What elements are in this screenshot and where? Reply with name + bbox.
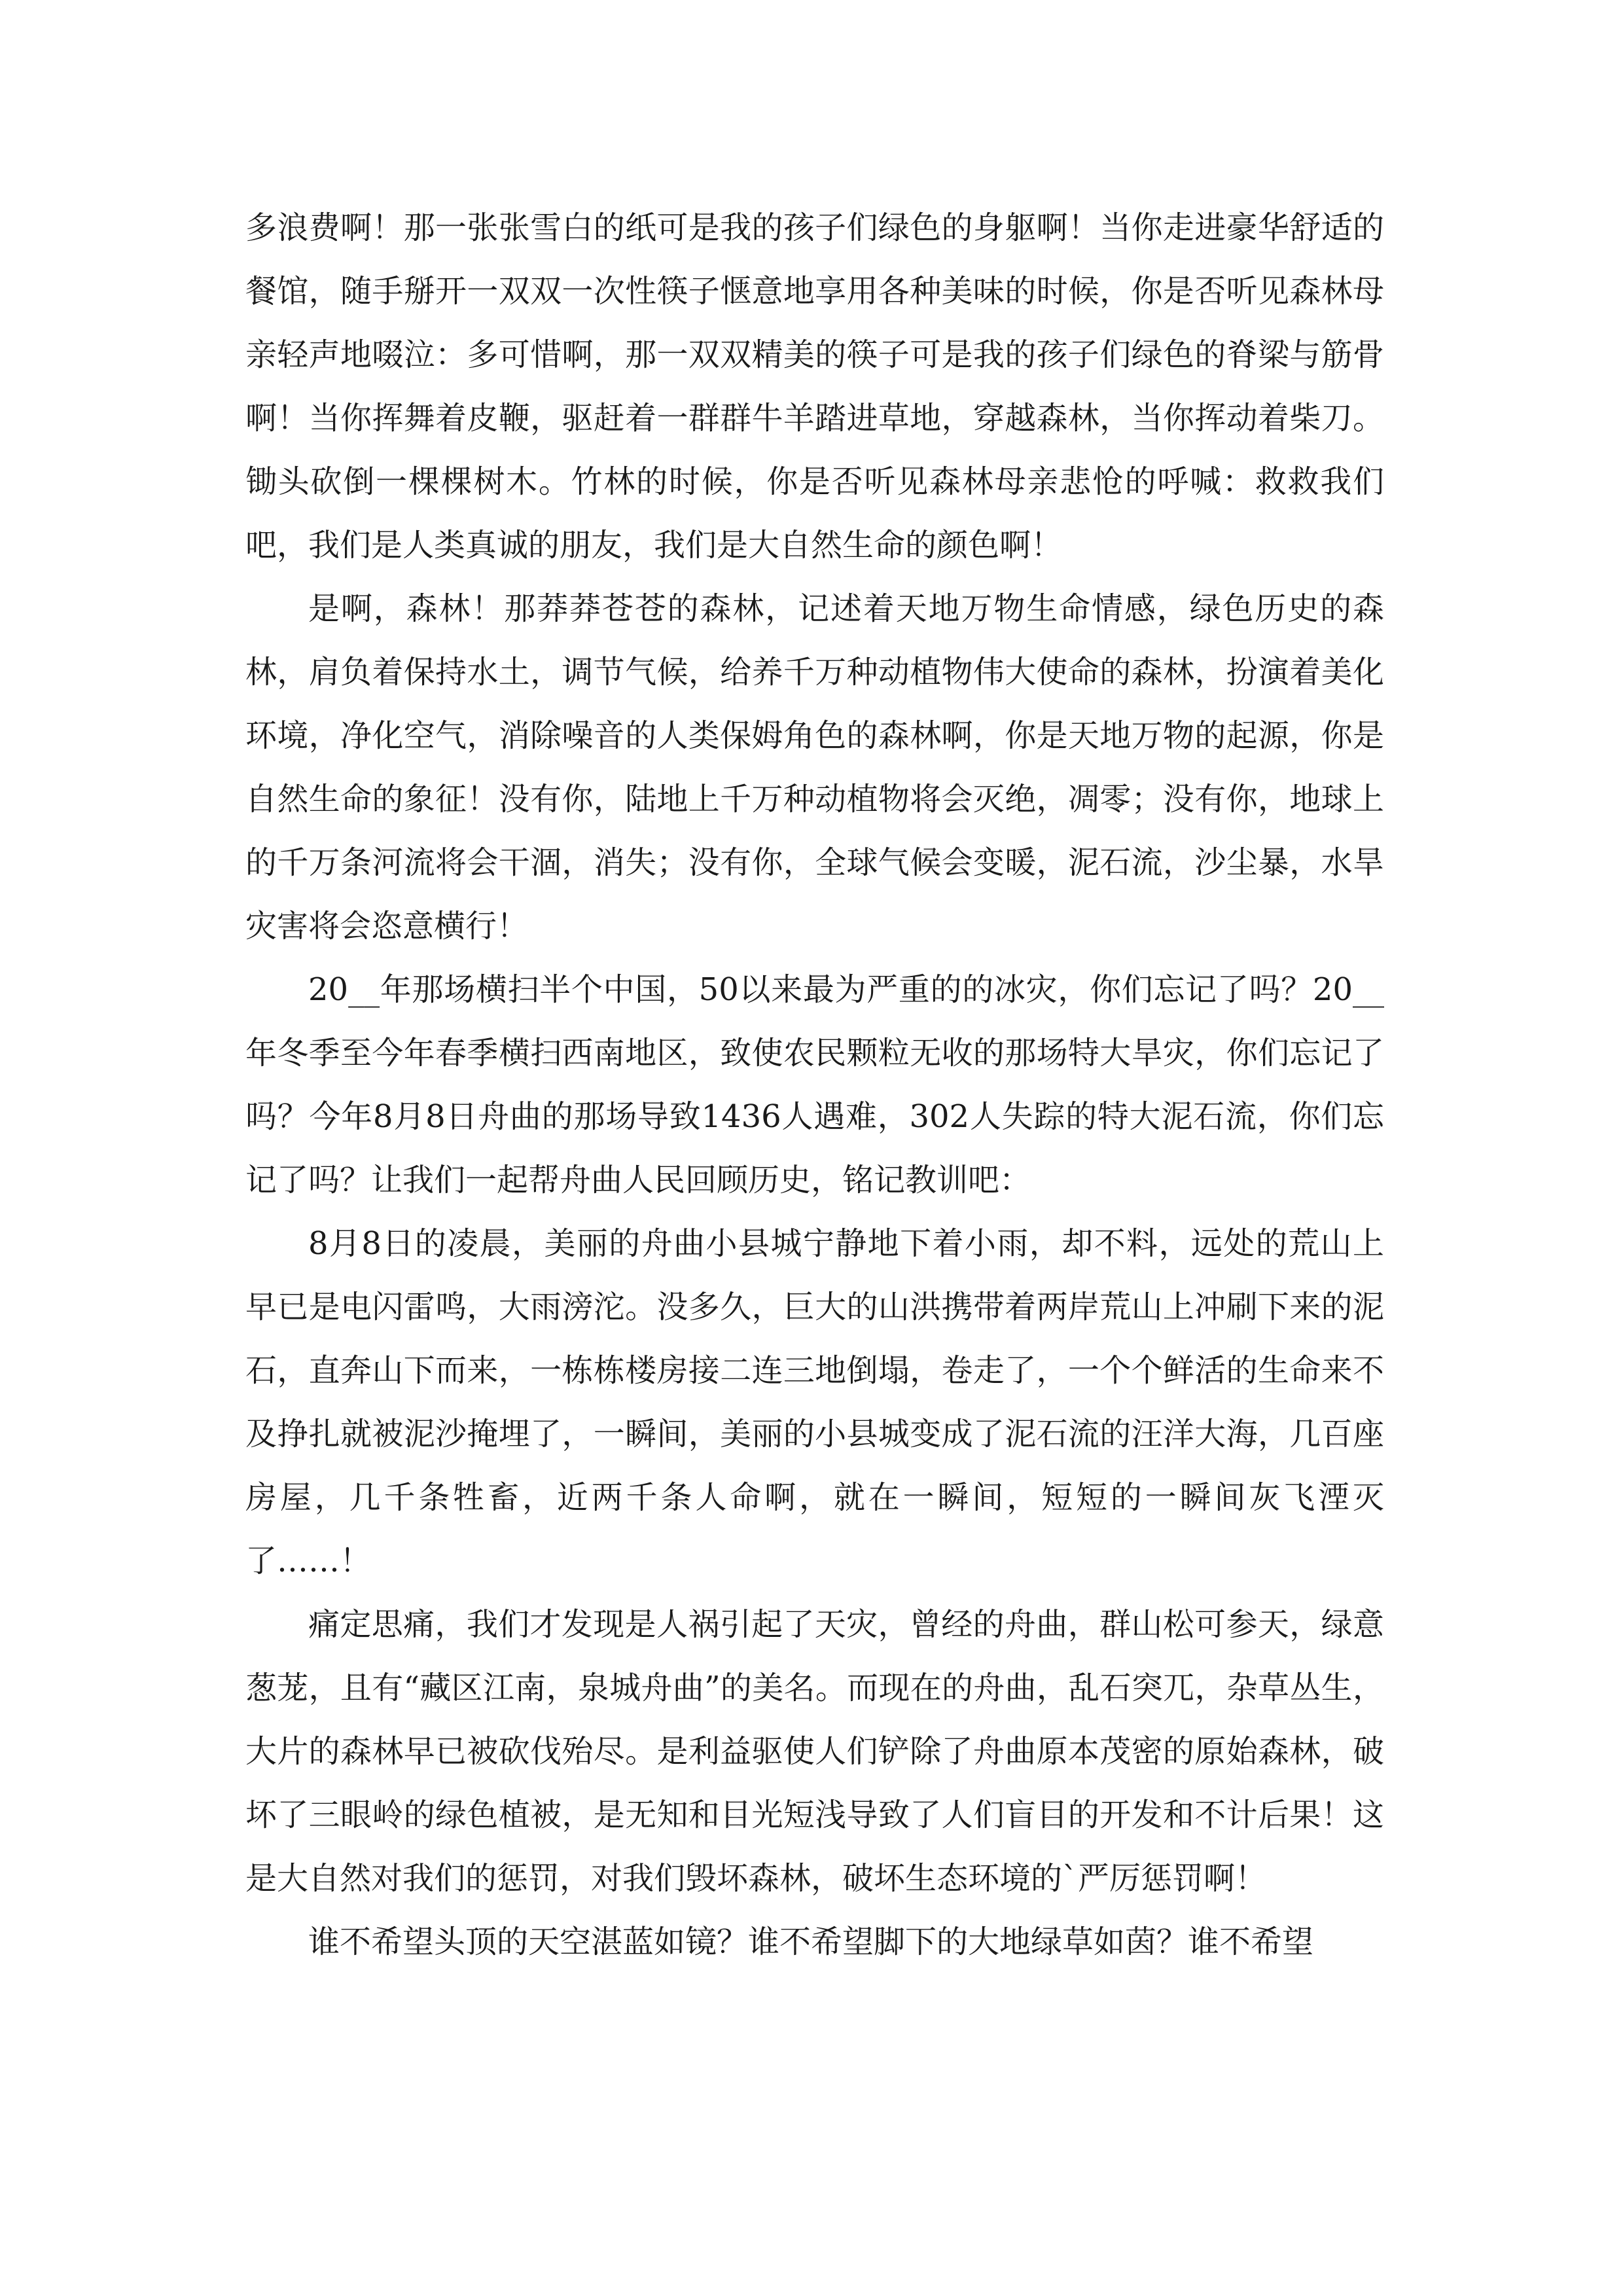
body-text bbox=[245, 196, 1384, 1974]
paragraph-3: 20__年那场横扫半个中国，50以来最为严重的的冰灾，你们忘记了吗？20__年冬季至今年春季横扫西南地区，致使农民颗粒无收的那场特大旱灾，你们忘记了吗？今年8月8日舟曲的那场导致1436人遇难，302人失踪的特大泥石流，你们忘记了吗？让我们一起帮舟曲人民回顾历史，铭记教训吧： bbox=[245, 971, 1384, 1198]
paragraph-6: 谁不希望头顶的天空湛蓝如镜？谁不希望脚下的大地绿草如茵？谁不希望 bbox=[308, 1924, 1314, 1960]
paragraph-4: 8月8日的凌晨，美丽的舟曲小县城宁静地下着小雨，却不料，远处的荒山上早已是电闪雷鸣，大雨滂沱。没多久，巨大的山洪携带着两岸荒山上冲刷下来的泥石，直奔山下而来，一栋栋楼房接二连三地倒塌，卷走了，一个个鲜活的生命来不及挣扎就被泥沙掩埋了，一瞬间，美丽的小县城变成了泥石流的汪洋大海，几百座房屋，几千条牲畜，近两千条人命啊，就在一瞬间，短短的一瞬间灰飞湮灭了……！ bbox=[245, 1225, 1384, 1579]
paragraph-2: 是啊，森林！那莽莽苍苍的森林，记述着天地万物生命情感，绿色历史的森林，肩负着保持水土，调节气候，给养千万种动植物伟大使命的森林，扮演着美化环境，净化空气，消除噪音的人类保姆角色的森林啊，你是天地万物的起源，你是自然生命的象征！没有你，陆地上千万种动植物将会灭绝，凋零；没有你，地球上的千万条河流将会干涸，消失；没有你，全球气候会变暖，泥石流，沙尘暴，水旱灾害将会恣意横行！ bbox=[245, 590, 1384, 944]
paragraph-5: 痛定思痛，我们才发现是人祸引起了天灾，曾经的舟曲，群山松可参天，绿意葱茏，且有“藏区江南，泉城舟曲”的美名。而现在的舟曲，乱石突兀，杂草丛生，大片的森林早已被砍伐殆尽。是利益驱使人们铲除了舟曲原本茂密的原始森林，破坏了三眼岭的绿色植被，是无知和目光短浅导致了人们盲目的开发和不计后果！这是大自然对我们的惩罚，对我们毁坏森林，破坏生态环境的`严厉惩罚啊！ bbox=[245, 1606, 1384, 1897]
paragraph-1: 多浪费啊！那一张张雪白的纸可是我的孩子们绿色的身躯啊！当你走进豪华舒适的餐馆，随手掰开一双双一次性筷子惬意地享用各种美味的时候，你是否听见森林母亲轻声地啜泣：多可惜啊，那一双双精美的筷子可是我的孩子们绿色的脊梁与筋骨啊！当你挥舞着皮鞭，驱赶着一群群牛羊踏进草地，穿越森林，当你挥动着柴刀。锄头砍倒一棵棵树木。竹林的时候，你是否听见森林母亲悲怆的呼喊：救救我们吧，我们是人类真诚的朋友，我们是大自然生命的颜色啊！ bbox=[245, 209, 1384, 564]
